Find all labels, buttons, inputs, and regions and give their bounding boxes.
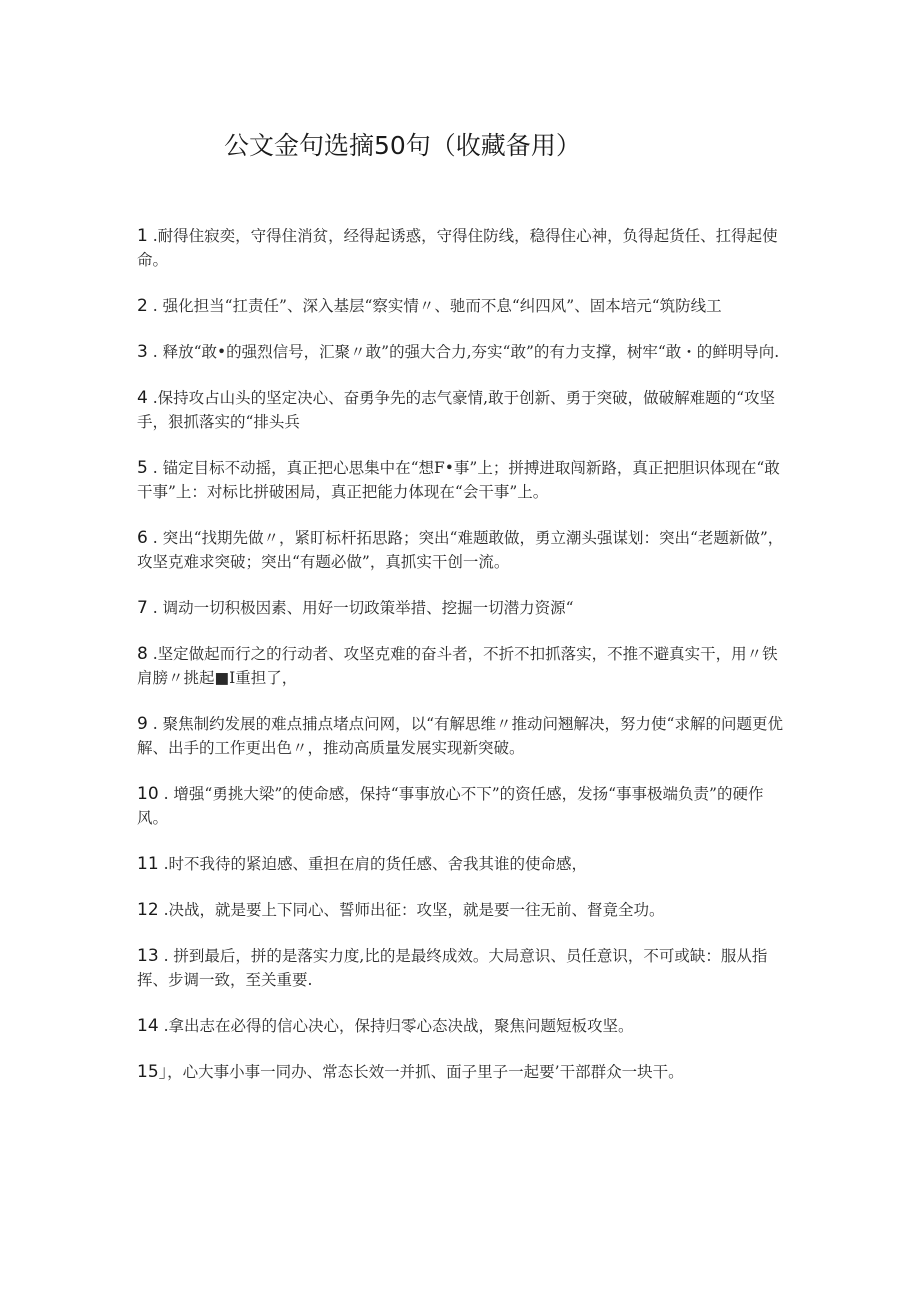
item-text: . 锚定目标不动摇，真正把心思集中在“想F•事”上；拼搏进取闯新路，真正把胆识体现在“敢干事”上：对标比拼破困局，真正把能力体现在“会干事”上。 <box>137 458 780 501</box>
item-number: 9 <box>137 713 148 734</box>
item-text: .拿出志在必得的信心决心，保持归零心态决战，聚焦问题短板攻坚。 <box>158 1016 634 1035</box>
list-item <box>137 642 787 690</box>
item-number: 13 <box>137 945 159 966</box>
list-item <box>137 526 787 574</box>
quote-list <box>137 208 787 1106</box>
item-number: 11 <box>137 853 159 874</box>
list-item <box>137 898 787 922</box>
list-item <box>137 1014 787 1038</box>
list-item <box>137 224 787 272</box>
list-item <box>137 944 787 992</box>
item-number: 7 <box>137 597 148 618</box>
list-item <box>137 712 787 760</box>
item-number: 4 <box>137 387 148 408</box>
item-number: 6 <box>137 527 148 548</box>
item-text: .耐得住寂奕，守得住消贫，经得起诱惑，守得住防线，稳得住心神，负得起货任、扛得起使命。 <box>137 226 778 269</box>
item-text: . 增强“勇挑大梁”的使命感，保持“事事放心不下”的资任感，发扬“事事极端负责”的硬作风。 <box>137 784 764 827</box>
list-item <box>137 456 787 504</box>
list-item <box>137 596 787 620</box>
item-text: .决战，就是要上下同心、誓师出征：攻坚，就是要一往无前、督竟全功。 <box>158 900 665 919</box>
item-number: 2 <box>137 295 148 316</box>
item-text: . 聚焦制约发展的难点捕点堵点问网，以“有解思维〃推动问翘解决，努力使“求解的问题更优解、出手的工作更出色〃，推动高质量发展实现新突破。 <box>137 714 783 757</box>
list-item <box>137 782 787 830</box>
item-number: 15」 <box>137 1061 168 1082</box>
item-text: ，心大事小事一同办、常态长效一并抓、面子里子一起要’干部群众一块干。 <box>167 1062 684 1081</box>
list-item <box>137 1060 787 1084</box>
item-text: . 调动一切积极因素、用好一切政策举措、挖掘一切潜力资源“ <box>147 598 574 617</box>
item-number: 14 <box>137 1015 159 1036</box>
item-text: . 突出“找期先做〃，紧盯标杆拓思路；突出“难题敢做，勇立潮头强谋划：突出“老题新做”，攻坚克难求突破；突出“有题必做”，真抓实干创一流。 <box>137 528 784 571</box>
list-item <box>137 294 787 318</box>
list-item <box>137 340 787 364</box>
item-text: .坚定做起而行之的行动者、攻坚克难的奋斗者，不折不扣抓落实，不推不避真实干，用〃铁肩膀〃挑起■I重担了， <box>137 644 778 687</box>
item-number: 10 <box>137 783 159 804</box>
item-number: 1 <box>137 225 148 246</box>
item-text: .保持攻占山头的坚定决心、奋勇争先的志气豪情,敢于创新、勇于突破，做破解难题的“攻坚手，狠抓落实的“排头兵 <box>137 388 776 431</box>
list-item <box>137 852 787 876</box>
item-text: . 拼到最后，拼的是落实力度,比的是最终成效。大局意识、员任意识，不可或缺：服从指挥、步调一致，至关重要. <box>137 946 768 989</box>
item-text: . 强化担当“扛责任”、深入基层“察实情〃、驰而不息“纠四风”、固本培元“筑防线工 <box>147 296 722 315</box>
item-number: 3 <box>137 341 148 362</box>
document-title: 公文金句选摘50句（收藏备用） <box>224 131 581 160</box>
item-number: 12 <box>137 899 159 920</box>
item-text: .时不我待的紧迫感、重担在肩的货任感、舍我其谁的使命感， <box>158 854 587 873</box>
item-number: 8 <box>137 643 148 664</box>
item-text: . 释放“敢•的强烈信号，汇聚〃敢”的强大合力,夯实“敢”的有力支撑，树牢“敢・的鲜明导向. <box>147 342 780 361</box>
list-item <box>137 386 787 434</box>
item-number: 5 <box>137 457 148 478</box>
